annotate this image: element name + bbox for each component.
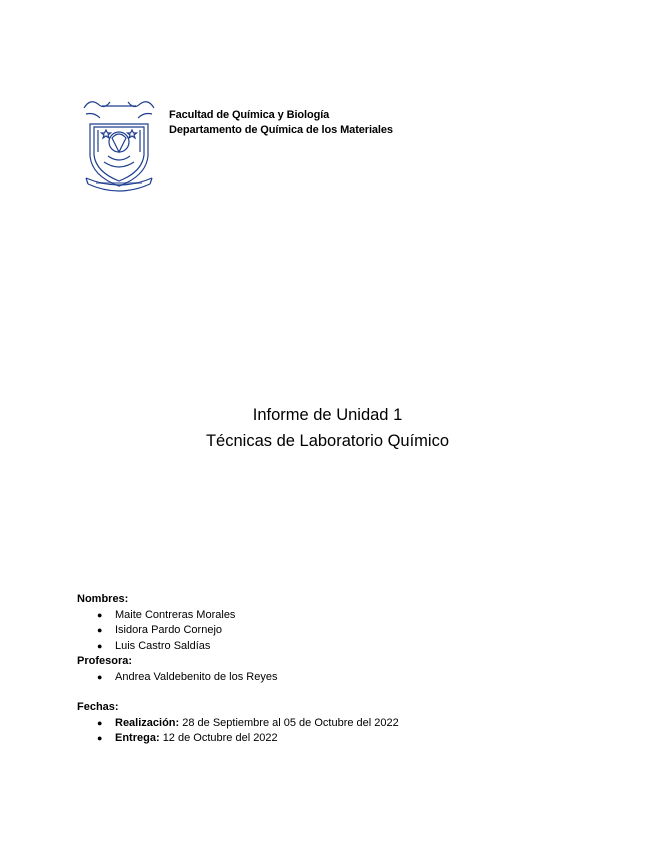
names-list (77, 608, 399, 655)
date-value: 12 de Octubre del 2022 (162, 732, 278, 744)
student-name: Luis Castro Saldías (115, 639, 211, 652)
student-name: Isidora Pardo Cornejo (115, 624, 223, 636)
professor-name: Andrea Valdebenito de los Reyes (115, 670, 278, 683)
faculty-name: Facultad de Química y Biología (169, 109, 330, 121)
professor-list (77, 670, 399, 686)
title-line-1: Informe de Unidad 1 (252, 406, 403, 424)
document-title (0, 402, 655, 454)
bullet-icon: ● (97, 609, 103, 620)
bullet-icon: ● (97, 717, 103, 728)
bullet-icon: ● (97, 625, 103, 635)
bullet-icon: ● (97, 733, 103, 743)
dates-label: Fechas: (77, 701, 119, 713)
list-item (77, 670, 399, 686)
spacer (77, 685, 399, 700)
names-label: Nombres: (77, 593, 129, 605)
list-item (77, 639, 399, 655)
dates-list (77, 716, 399, 747)
list-item (77, 716, 399, 732)
bullet-icon: ● (97, 640, 103, 651)
list-item (77, 623, 399, 639)
report-info (77, 592, 399, 747)
bullet-icon: ● (97, 671, 103, 682)
student-name: Maite Contreras Morales (115, 608, 236, 621)
list-item (77, 731, 399, 747)
list-item (77, 608, 399, 624)
university-seal-icon (80, 94, 158, 192)
date-value: 28 de Septiembre al 05 de Octubre del 2022 (182, 716, 399, 729)
title-line-2: Técnicas de Laboratorio Químico (205, 432, 450, 450)
department-name: Departamento de Química de los Materiales (169, 124, 393, 136)
institution-header (169, 108, 393, 138)
date-label: Realización: (115, 716, 180, 729)
professor-label: Profesora: (77, 655, 133, 667)
date-label: Entrega: (115, 732, 160, 744)
